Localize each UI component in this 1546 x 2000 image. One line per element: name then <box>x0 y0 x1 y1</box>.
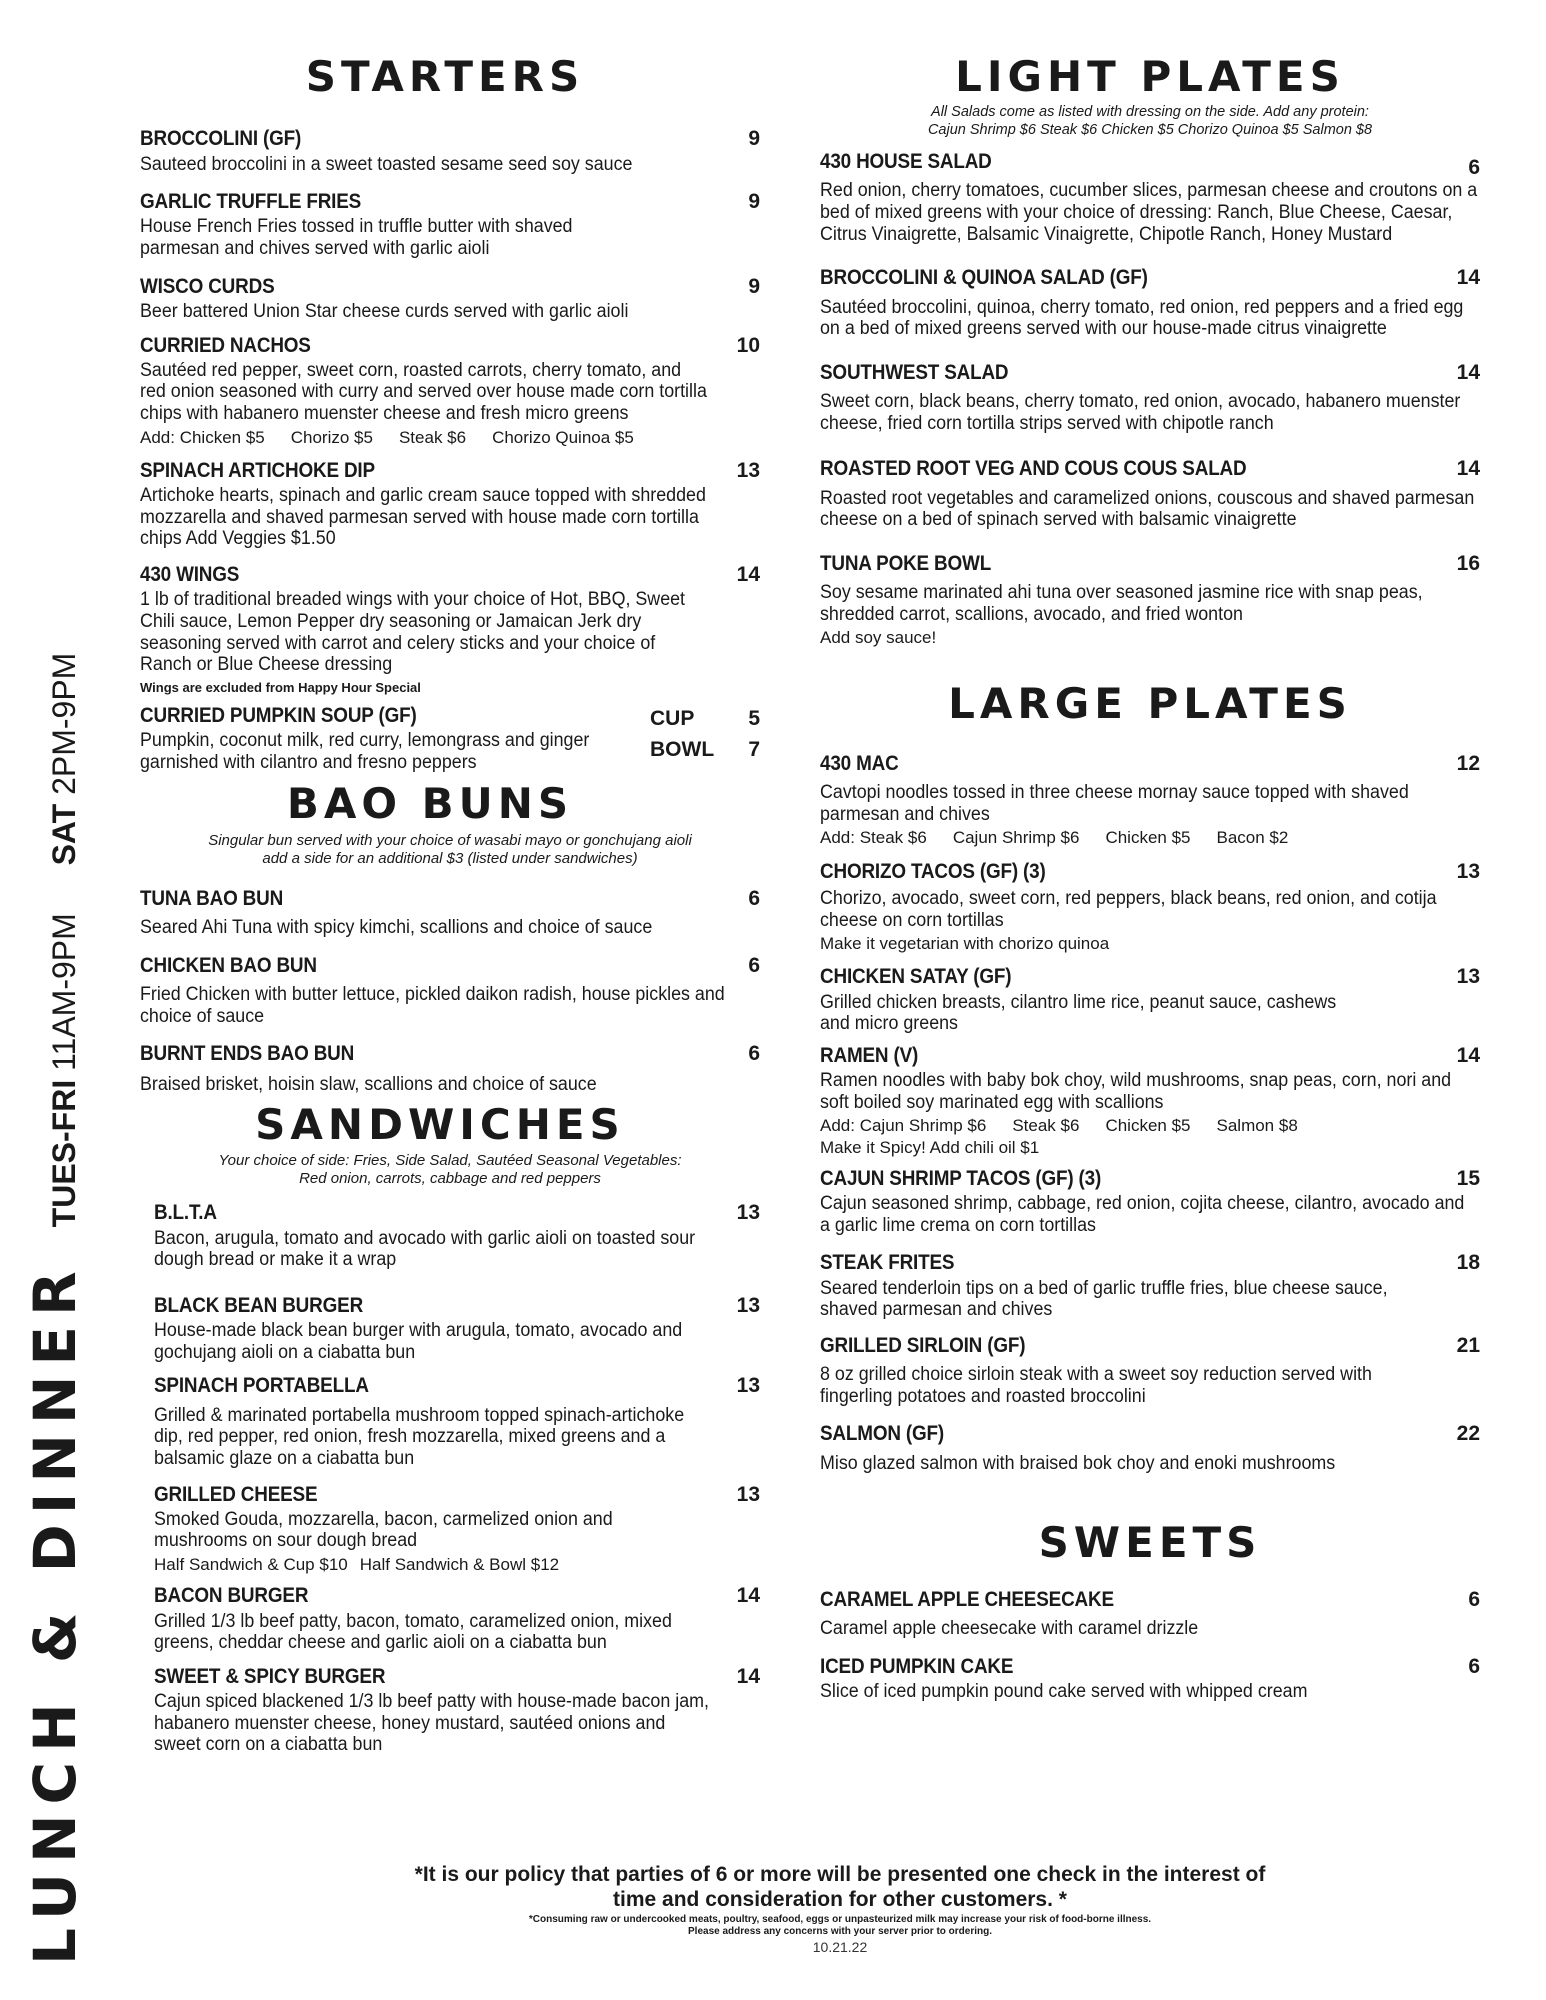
item-description: Grilled chicken breasts, cilantro lime rice, peanut sauce, cashews and micro greens <box>820 991 1337 1035</box>
addon: Half Sandwich & Bowl $12 <box>359 1555 560 1575</box>
item-description: Miso glazed salmon with braised bok choy and enoki mushrooms <box>820 1452 1336 1474</box>
item-addons-spicy: Make it Spicy! Add chili oil $1 <box>820 1137 1040 1157</box>
bao-note <box>140 832 760 868</box>
item-price: 13 <box>1456 859 1480 883</box>
item-name: BROCCOLINI & QUINOA SALAD (GF) <box>820 266 1148 290</box>
sweets-heading: SWEETS <box>1038 1518 1262 1568</box>
item-name: SPINACH PORTABELLA <box>154 1374 369 1398</box>
item-name: BLACK BEAN BURGER <box>154 1293 364 1317</box>
item-addons <box>154 1554 760 1575</box>
addon: Chorizo $5 <box>290 427 373 447</box>
item-description: Ramen noodles with baby bok choy, wild mushrooms, snap peas, corn, nori and soft boiled soy marinated egg with scallions <box>820 1070 1452 1113</box>
item-name: CURRIED NACHOS <box>140 333 311 357</box>
bowl-label: BOWL <box>650 738 715 762</box>
menu-item <box>140 333 760 448</box>
item-description: Red onion, cherry tomatoes, cucumber slices, parmesan cheese and croutons on a bed of mixed greens with your choice of dressing: Ranch, Blue Cheese, Caesar, Citrus Vinaigrette, Balsamic Vinaigrette, Chipotle Ranch, Honey Mustard <box>820 180 1478 245</box>
addon: Steak $6 <box>398 427 467 447</box>
item-name: RAMEN (V) <box>820 1043 919 1067</box>
addon: Add soy sauce! <box>820 628 937 648</box>
addon: Chicken $5 <box>1105 828 1191 848</box>
item-name: CAJUN SHRIMP TACOS (GF) (3) <box>820 1166 1102 1190</box>
item-description: Chorizo, avocado, sweet corn, red peppers, black beans, red onion, and cotija cheese on corn tortillas <box>820 887 1437 931</box>
item-price: 13 <box>736 1293 760 1317</box>
item-price: 14 <box>736 563 760 587</box>
sandwiches-note-line: Red onion, carrots, cabbage and red peppers <box>299 1170 601 1188</box>
item-name: CARAMEL APPLE CHEESECAKE <box>820 1587 1114 1611</box>
menu-item <box>820 456 1480 531</box>
item-name: SALMON (GF) <box>820 1422 945 1446</box>
item-name: CURRIED PUMPKIN SOUP (GF) <box>140 703 417 727</box>
light-plates-heading: LIGHT PLATES <box>955 52 1345 101</box>
item-name: SPINACH ARTICHOKE DIP <box>140 458 375 482</box>
menu-item <box>154 1200 760 1271</box>
item-price: 14 <box>1456 457 1480 481</box>
item-name: GRILLED CHEESE <box>154 1482 318 1506</box>
days-saturday: SAT <box>46 803 82 866</box>
item-name: TUNA POKE BOWL <box>820 551 992 575</box>
addon: Cajun Shrimp $6 <box>952 828 1080 848</box>
item-price: 6 <box>1468 156 1480 180</box>
menu-item <box>140 458 760 550</box>
left-column <box>140 52 760 1770</box>
item-description: Bacon, arugula, tomato and avocado with garlic aioli on toasted sour dough bread or make it a wrap <box>154 1227 696 1271</box>
item-description: Soy sesame marinated ahi tuna over seasoned jasmine rice with snap peas, shredded carrot, scallions, avocado, and fried wonton <box>820 582 1423 625</box>
large-plates-heading: LARGE PLATES <box>948 678 1352 728</box>
item-price: 9 <box>748 190 760 214</box>
item-name: B.L.T.A <box>154 1201 217 1225</box>
item-note: Wings are excluded from Happy Hour Special <box>140 679 421 695</box>
starters-heading: STARTERS <box>305 52 585 101</box>
addon: Chorizo Quinoa $5 <box>492 427 634 447</box>
item-description: Sauteed broccolini in a sweet toasted sesame seed soy sauce <box>140 153 633 175</box>
menu-item <box>820 1333 1480 1408</box>
menu-item <box>820 1587 1480 1640</box>
item-price: 13 <box>736 1374 760 1398</box>
item-price: 15 <box>1456 1166 1480 1190</box>
menu-item <box>820 149 1480 245</box>
item-name: SOUTHWEST SALAD <box>820 360 1009 384</box>
addon: Steak $6 <box>1012 1116 1080 1136</box>
item-price: 16 <box>1456 551 1480 575</box>
addon: Half Sandwich & Cup $10 <box>154 1555 348 1575</box>
menu-item <box>154 1293 760 1364</box>
item-price: 13 <box>736 1201 760 1225</box>
item-description: 8 oz grilled choice sirloin steak with a sweet soy reduction served with fingerling potatoes and roasted broccolini <box>820 1364 1372 1407</box>
item-description: Grilled 1/3 lb beef patty, bacon, tomato, caramelized onion, mixed greens, cheddar cheese and garlic aioli on a ciabatta bun <box>154 1610 672 1654</box>
light-note-line: Cajun Shrimp $6 Steak $6 Chicken $5 Chorizo Quinoa $5 Salmon $8 <box>927 121 1373 138</box>
item-price: 14 <box>1456 360 1480 384</box>
item-price: 6 <box>748 886 760 910</box>
item-description: Cavtopi noodles tossed in three cheese mornay sauce topped with shaved parmesan and chives <box>820 782 1409 825</box>
item-name: CHORIZO TACOS (GF) (3) <box>820 859 1046 883</box>
item-description: Artichoke hearts, spinach and garlic cream sauce topped with shredded mozzarella and shaved parmesan served with house made corn tortilla chips Add Veggies $1.50 <box>140 485 706 550</box>
item-price: 13 <box>1456 965 1480 989</box>
addon: Add: Steak $6 <box>820 828 927 848</box>
item-description: Pumpkin, coconut milk, red curry, lemongrass and ginger garnished with cilantro and fresno peppers <box>140 730 590 773</box>
item-description: Seared Ahi Tuna with spicy kimchi, scallions and choice of sauce <box>140 917 653 939</box>
policy-line: time and consideration for other customers. * <box>613 1888 1067 1912</box>
item-name: 430 MAC <box>820 751 899 775</box>
item-addons <box>820 827 1480 848</box>
menu-item <box>140 562 760 695</box>
item-description: Fried Chicken with butter lettuce, pickled daikon radish, house pickles and choice of sauce <box>140 983 725 1027</box>
item-description: 1 lb of traditional breaded wings with your choice of Hot, BBQ, Sweet Chili sauce, Lemon Pepper dry seasoning or Jamaican Jerk dry seasoning served with carrot and celery sticks and your choice of Ranch or Blue Cheese dressing <box>140 589 686 676</box>
hours-weekday: 11AM-9PM <box>46 913 82 1071</box>
item-description: Cajun seasoned shrimp, cabbage, red onion, cojita cheese, cilantro, avocado and a garlic lime crema on corn tortillas <box>820 1193 1465 1236</box>
sandwiches-note <box>140 1152 760 1188</box>
cup-label: CUP <box>650 706 695 730</box>
item-price: 13 <box>736 1482 760 1506</box>
menu-item <box>820 1654 1480 1703</box>
item-price: 10 <box>736 333 760 357</box>
side-banner <box>21 652 89 1965</box>
item-name: SWEET & SPICY BURGER <box>154 1664 386 1688</box>
menu-item <box>820 1421 1480 1474</box>
item-description: Seared tenderloin tips on a bed of garlic truffle fries, blue cheese sauce, shaved parmesan and chives <box>820 1277 1388 1321</box>
menu-date: 10.21.22 <box>812 1939 868 1956</box>
item-description: Caramel apple cheesecake with caramel drizzle <box>820 1617 1199 1639</box>
cup-price: 5 <box>748 706 760 730</box>
menu-item <box>154 1482 760 1576</box>
item-description: Grilled & marinated portabella mushroom topped spinach-artichoke dip, red pepper, red onion, fresh mozzarella, mixed greens and a balsamic glaze on a ciabatta bun <box>154 1404 685 1469</box>
item-name: ICED PUMPKIN CAKE <box>820 1654 1014 1678</box>
item-price: 9 <box>748 274 760 298</box>
menu-item <box>820 360 1480 435</box>
bao-buns-heading: BAO BUNS <box>286 779 574 829</box>
addon: Chicken $5 <box>1105 1116 1191 1136</box>
item-price: 21 <box>1456 1333 1480 1357</box>
menu-item <box>140 1041 760 1096</box>
hours-saturday: 2PM-9PM <box>46 652 82 795</box>
item-price: 9 <box>748 127 760 151</box>
addon: Salmon $8 <box>1216 1116 1298 1136</box>
item-description: Sautéed broccolini, quinoa, cherry tomato, red onion, red peppers and a fried egg on a bed of mixed greens served with our house-made citrus vinaigrette <box>820 296 1464 340</box>
item-name: STEAK FRITES <box>820 1251 955 1275</box>
light-note-line: All Salads come as listed with dressing on the side. Add any protein: <box>931 104 1369 121</box>
item-name: CHICKEN BAO BUN <box>140 953 317 977</box>
menu-item <box>140 126 760 175</box>
item-name: BURNT ENDS BAO BUN <box>140 1042 355 1066</box>
item-description: Beer battered Union Star cheese curds served with garlic aioli <box>140 300 629 322</box>
item-description: House-made black bean burger with arugula, tomato, avocado and gochujang aioli on a ciabatta bun <box>154 1320 683 1363</box>
sandwiches-heading: SANDWICHES <box>255 1100 625 1150</box>
menu-item <box>140 886 760 939</box>
item-price: 6 <box>748 953 760 977</box>
item-price: 14 <box>736 1584 760 1608</box>
item-price: 12 <box>1456 751 1480 775</box>
menu-item <box>820 751 1480 849</box>
days-weekday: TUES-FRI <box>46 1079 82 1228</box>
item-price: 22 <box>1456 1422 1480 1446</box>
menu-item <box>140 953 760 1028</box>
item-name: 430 HOUSE SALAD <box>820 150 992 174</box>
item-description: Braised brisket, hoisin slaw, scallions and choice of sauce <box>140 1074 597 1096</box>
item-description: Sautéed red pepper, sweet corn, roasted carrots, cherry tomato, and red onion seasoned with curry and served over house made corn tortilla chips with habanero muenster cheese and fresh micro greens <box>140 359 707 425</box>
item-description: Smoked Gouda, mozzarella, bacon, carmelized onion and mushrooms on sour dough bread <box>154 1508 613 1552</box>
item-description: Roasted root vegetables and caramelized onions, couscous and shaved parmesan cheese on a bed of spinach served with balsamic vinaigrette <box>820 487 1475 531</box>
bao-note-line: Singular bun served with your choice of wasabi mayo or gonchujang aioli <box>208 831 692 849</box>
item-name: GARLIC TRUFFLE FRIES <box>140 190 362 214</box>
hours <box>48 653 80 1228</box>
menu-title: LUNCH & DINNER <box>21 1261 89 1965</box>
addon: Make it vegetarian with chorizo quinoa <box>820 934 1110 954</box>
item-description: Slice of iced pumpkin pound cake served with whipped cream <box>820 1680 1308 1702</box>
menu-item <box>820 1166 1480 1237</box>
menu-item <box>820 1250 1480 1321</box>
item-name: WISCO CURDS <box>140 274 275 298</box>
menu-item <box>820 964 1480 1035</box>
menu-item <box>154 1664 760 1756</box>
addon: Add: Chicken $5 <box>140 427 265 447</box>
item-name: BACON BURGER <box>154 1584 309 1608</box>
menu-item <box>820 1043 1480 1158</box>
addon: Bacon $2 <box>1216 828 1289 848</box>
policy-line: *It is our policy that parties of 6 or more will be presented one check in the interest of <box>414 1863 1266 1886</box>
menu-item <box>140 274 760 323</box>
menu-item <box>820 265 1480 340</box>
light-plates-note <box>820 104 1480 139</box>
item-description: Sweet corn, black beans, cherry tomato, red onion, avocado, habanero muenster cheese, fried corn tortilla strips served with chipotle ranch <box>820 391 1461 434</box>
food-warning: *Consuming raw or undercooked meats, poultry, seafood, eggs or unpasteurized milk may increase your risk of food-borne illness. <box>528 1914 1152 1926</box>
addon: Add: Cajun Shrimp $6 <box>820 1116 987 1136</box>
item-price: 14 <box>1456 266 1480 290</box>
item-addons <box>820 933 1480 954</box>
menu-item <box>820 859 1480 955</box>
item-name: 430 WINGS <box>140 563 240 587</box>
bao-note-line: add a side for an additional $3 (listed under sandwiches) <box>262 849 638 867</box>
item-name: TUNA BAO BUN <box>140 886 284 910</box>
item-name: GRILLED SIRLOIN (GF) <box>820 1333 1026 1357</box>
item-price: 13 <box>736 458 760 482</box>
menu-item <box>154 1373 760 1469</box>
item-price: 14 <box>736 1664 760 1688</box>
item-addons <box>820 627 1480 648</box>
menu-item <box>154 1583 760 1654</box>
menu-item <box>140 189 760 260</box>
item-name: BROCCOLINI (GF) <box>140 127 302 151</box>
item-addons <box>140 427 760 448</box>
item-name: ROASTED ROOT VEG AND COUS COUS SALAD <box>820 457 1247 481</box>
item-price: 6 <box>748 1042 760 1066</box>
item-name: CHICKEN SATAY (GF) <box>820 965 1012 989</box>
item-price: 14 <box>1456 1043 1480 1067</box>
item-price: 18 <box>1456 1251 1480 1275</box>
right-column <box>820 52 1480 1716</box>
item-addons <box>820 1115 1480 1136</box>
soup-prices <box>650 703 760 766</box>
food-warning-note: Please address any concerns with your server prior to ordering. <box>688 1926 992 1938</box>
item-description: House French Fries tossed in truffle butter with shaved parmesan and chives served with garlic aioli <box>140 216 573 260</box>
sandwiches-note-line: Your choice of side: Fries, Side Salad, Sautéed Seasonal Vegetables: <box>218 1152 682 1170</box>
bowl-price: 7 <box>748 738 760 762</box>
item-price: 6 <box>1468 1587 1480 1611</box>
item-price: 6 <box>1468 1654 1480 1678</box>
menu-item <box>140 703 760 774</box>
item-description: Cajun spiced blackened 1/3 lb beef patty with house-made bacon jam, habanero muenster cheese, honey mustard, sautéed onions and sweet corn on a ciabatta bun <box>154 1691 709 1756</box>
policy-footer <box>200 1862 1480 1955</box>
menu-item <box>820 551 1480 649</box>
